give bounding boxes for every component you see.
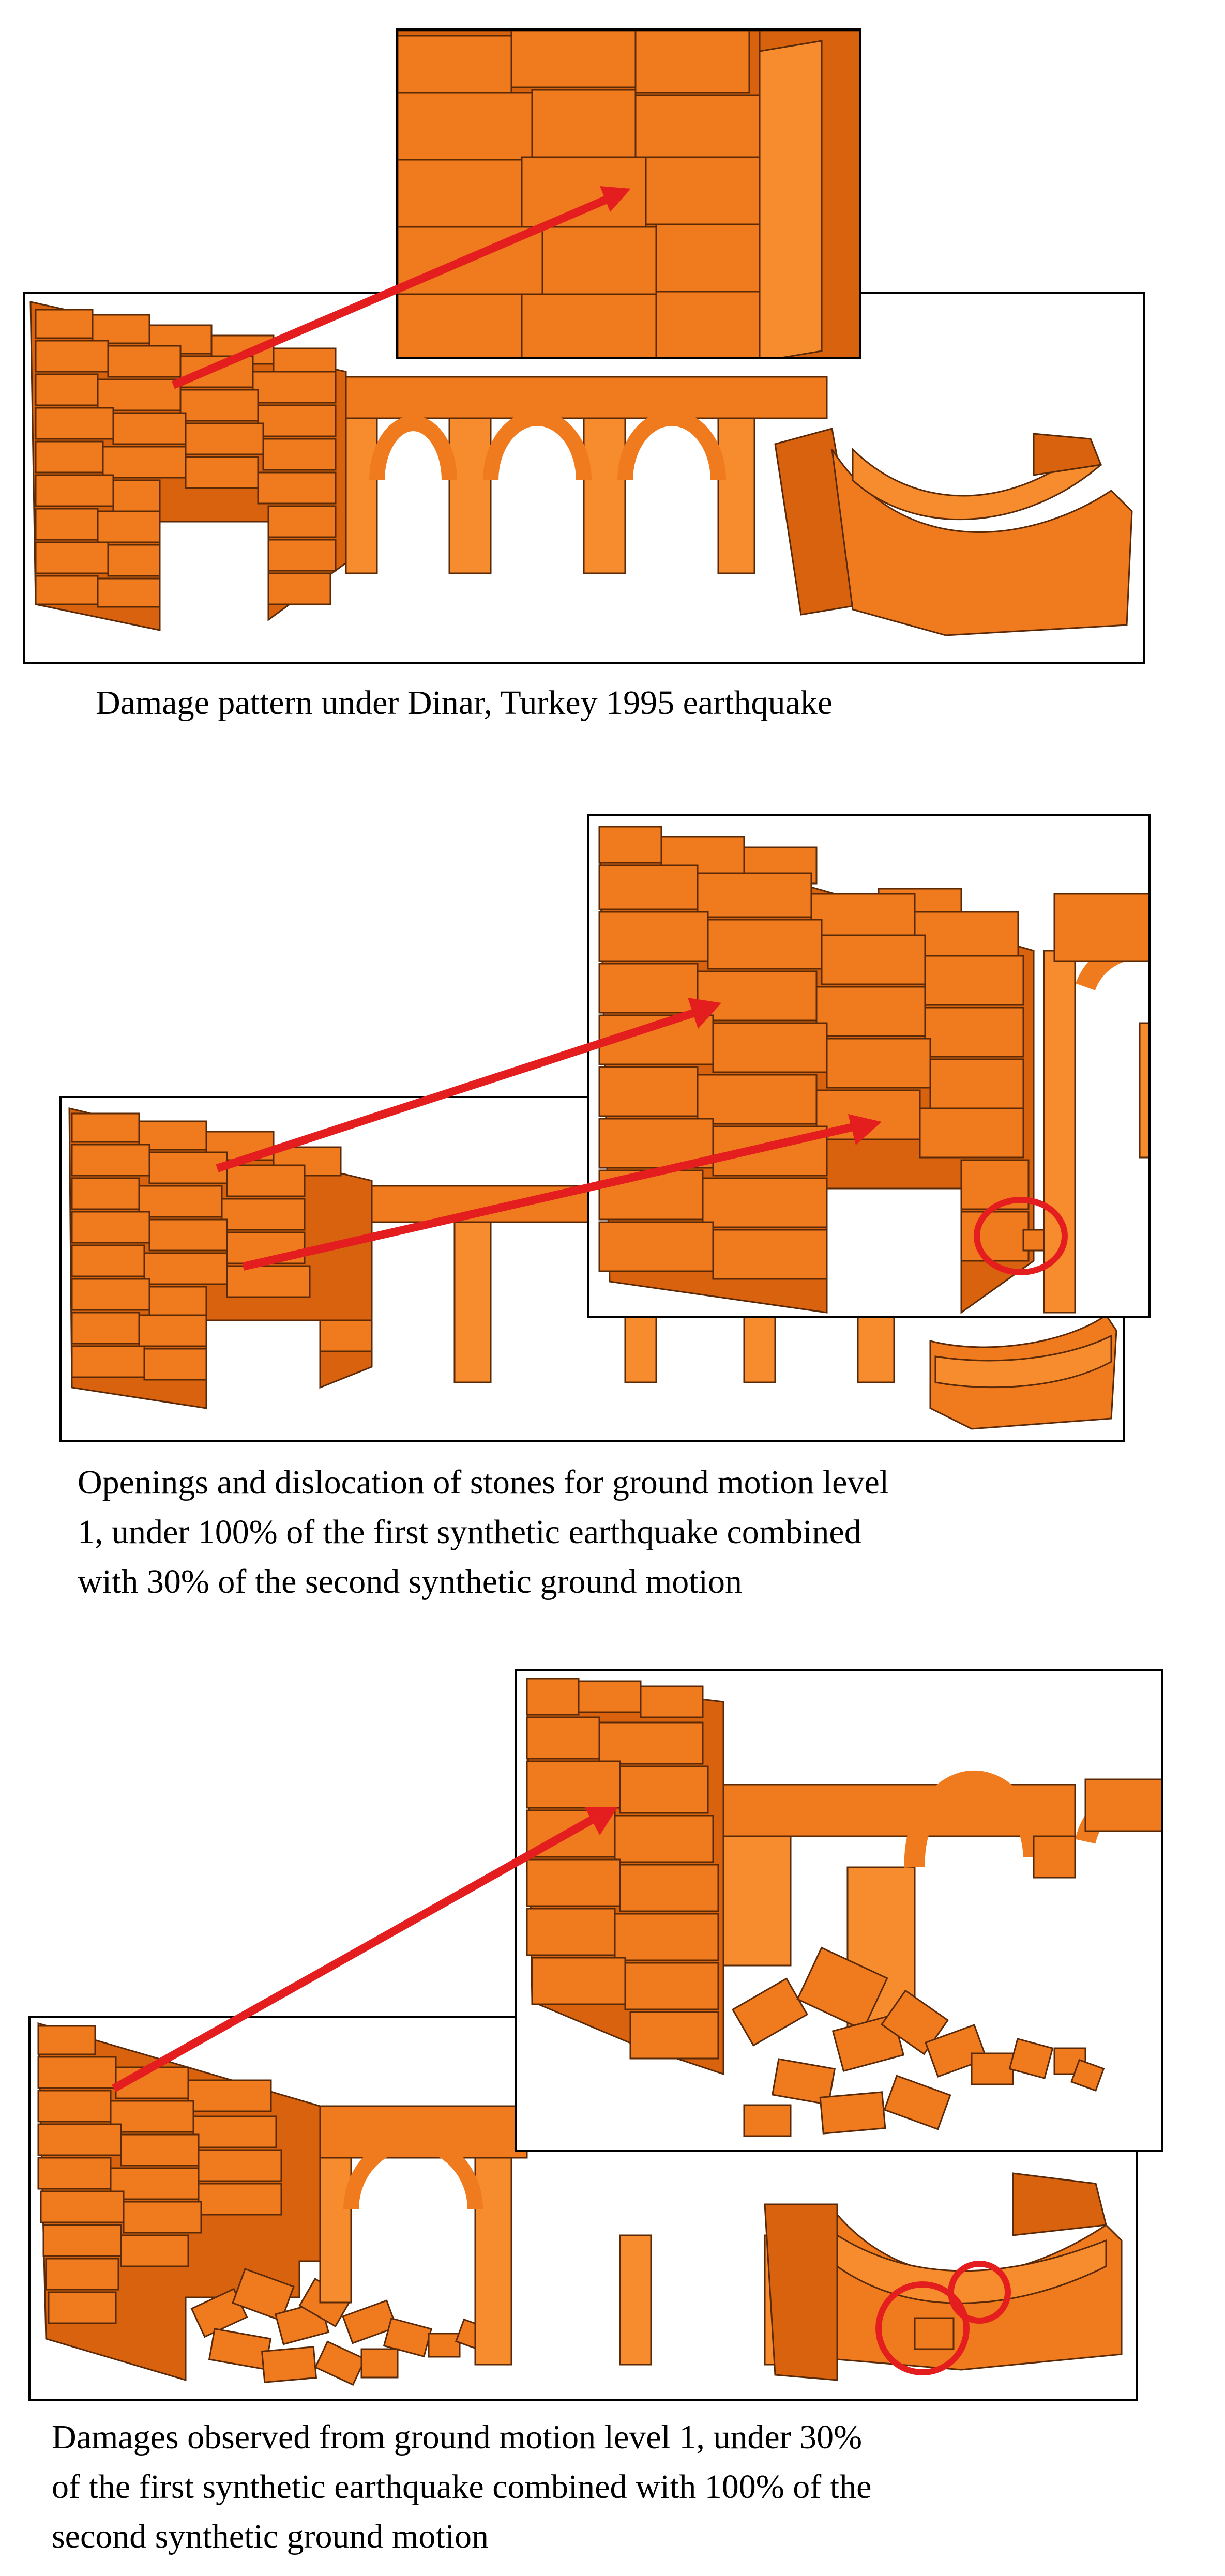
panel-2-caption: Openings and dislocation of stones for ground motion level 1, under 100% of the first synthetic earthquake combined with 30% of the second synthetic ground motion (78, 1464, 889, 1601)
panel-1-caption: Damage pattern under Dinar, Turkey 1995 earthquake (96, 684, 833, 722)
panel-3-arrow (0, 1706, 1225, 2171)
panel-1-arrow (0, 0, 1225, 724)
panel-2-arrows (0, 775, 1225, 1396)
curved-wall-right (765, 2173, 1122, 2380)
panel-3-caption: Damages observed from ground motion level 1, under 30% of the first synthetic earthquake combined with 100% of the second synthetic ground motion (52, 2418, 872, 2555)
